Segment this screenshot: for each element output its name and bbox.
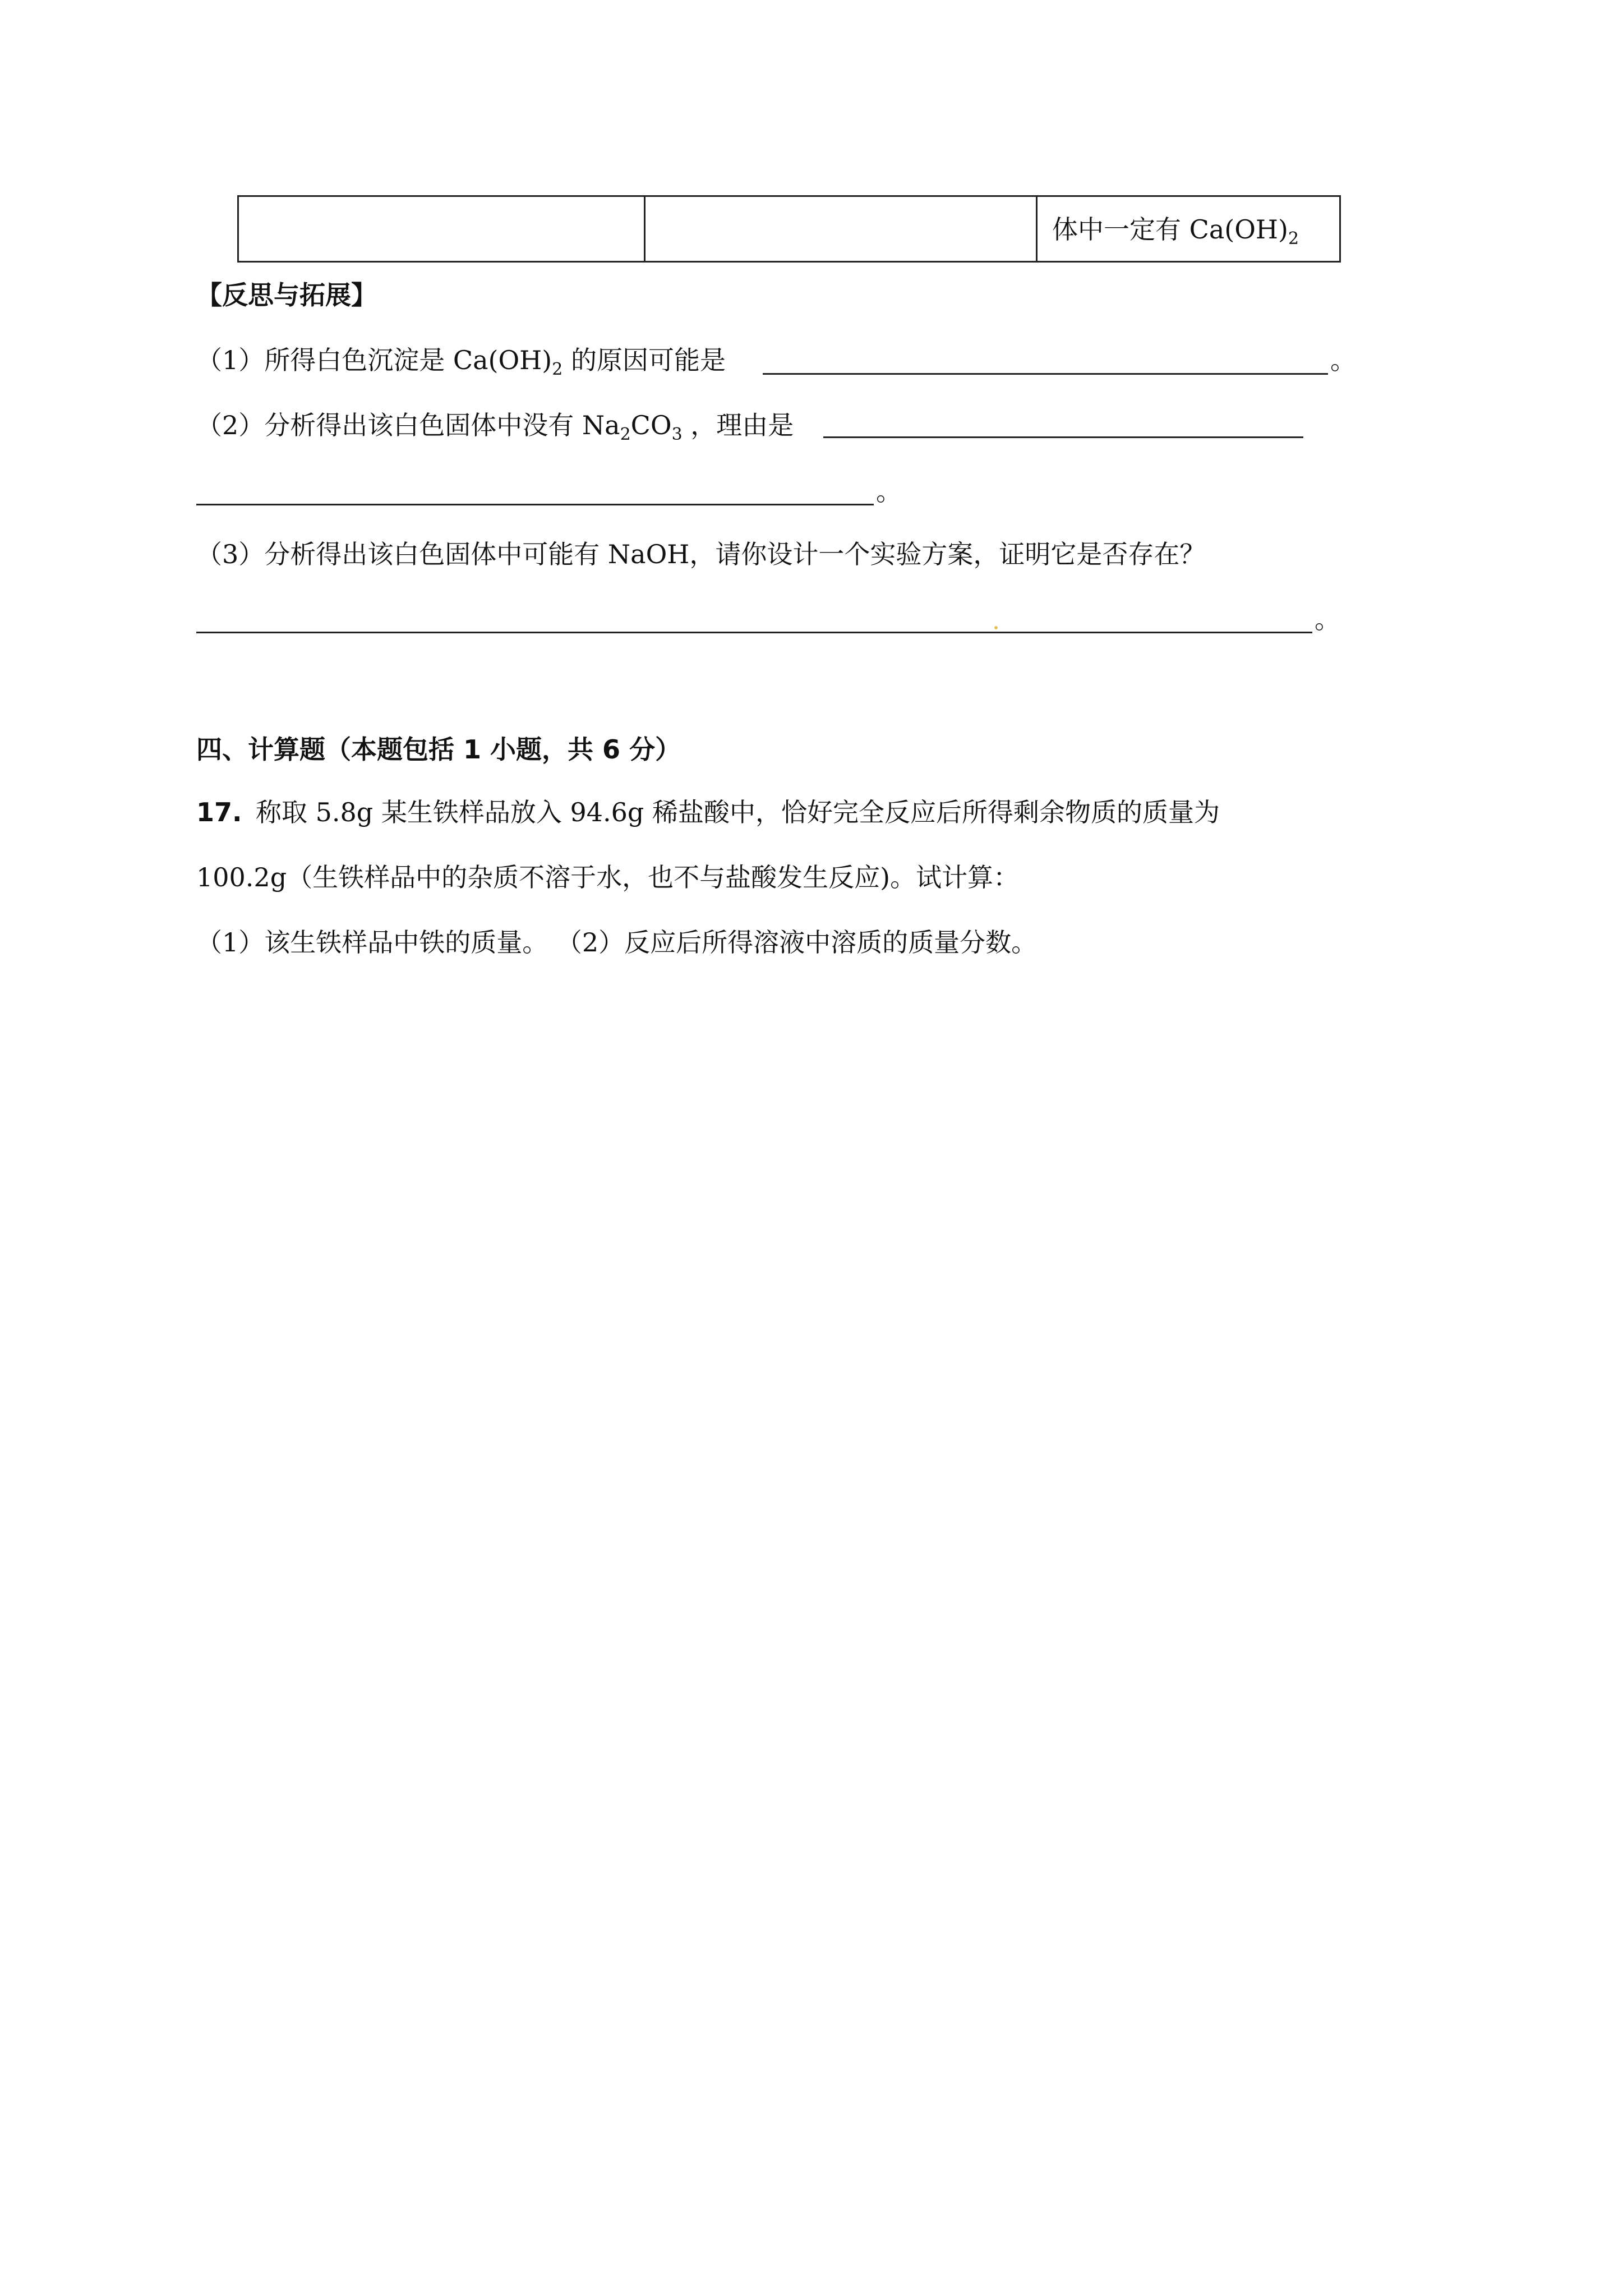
question-3: （3）分析得出该白色固体中可能有 NaOH，请你设计一个实验方案，证明它是否存在？: [196, 539, 1206, 569]
problem-17-line-1: 称取 5.8g 某生铁样品放入 94.6g 稀盐酸中，恰好完全反应后所得剩余物质的质量为: [256, 797, 1220, 827]
table-cell: [238, 196, 645, 262]
section-heading-calculation: 四、计算题（本题包括 1 小题，共 6 分）: [196, 734, 681, 765]
problem-number: 17.: [196, 797, 242, 827]
answer-blank-3[interactable]: [196, 632, 1312, 633]
question-1-end: 。: [1330, 345, 1356, 375]
answer-blank-2b[interactable]: [196, 504, 874, 505]
stray-mark: [994, 626, 998, 629]
problem-17-line-2: 100.2g（生铁样品中的杂质不溶于水，也不与盐酸发生反应)。试计算：: [196, 862, 1020, 892]
reflection-heading: 【反思与拓展】: [196, 280, 377, 310]
table-cell: [645, 196, 1037, 262]
answer-blank-2a[interactable]: [823, 436, 1303, 438]
question-2: （2）分析得出该白色固体中没有 $Na_2CO_3$ ，理由是: [196, 410, 794, 444]
table-row: [238, 196, 1340, 262]
question-3-end: 。: [1315, 604, 1340, 634]
question-2-end: 。: [876, 476, 902, 507]
answer-blank-1[interactable]: [763, 373, 1328, 375]
question-1: （1）所得白色沉淀是 $Ca(OH)_2$ 的原因可能是: [196, 345, 726, 379]
table-cell-conclusion: 体中一定有 $Ca(OH)_2$: [1037, 196, 1340, 262]
problem-17-line-3: （1）该生铁样品中铁的质量。 （2）反应后所得溶液中溶质的质量分数。: [196, 927, 1038, 958]
answer-table-fragment: [237, 195, 1341, 263]
